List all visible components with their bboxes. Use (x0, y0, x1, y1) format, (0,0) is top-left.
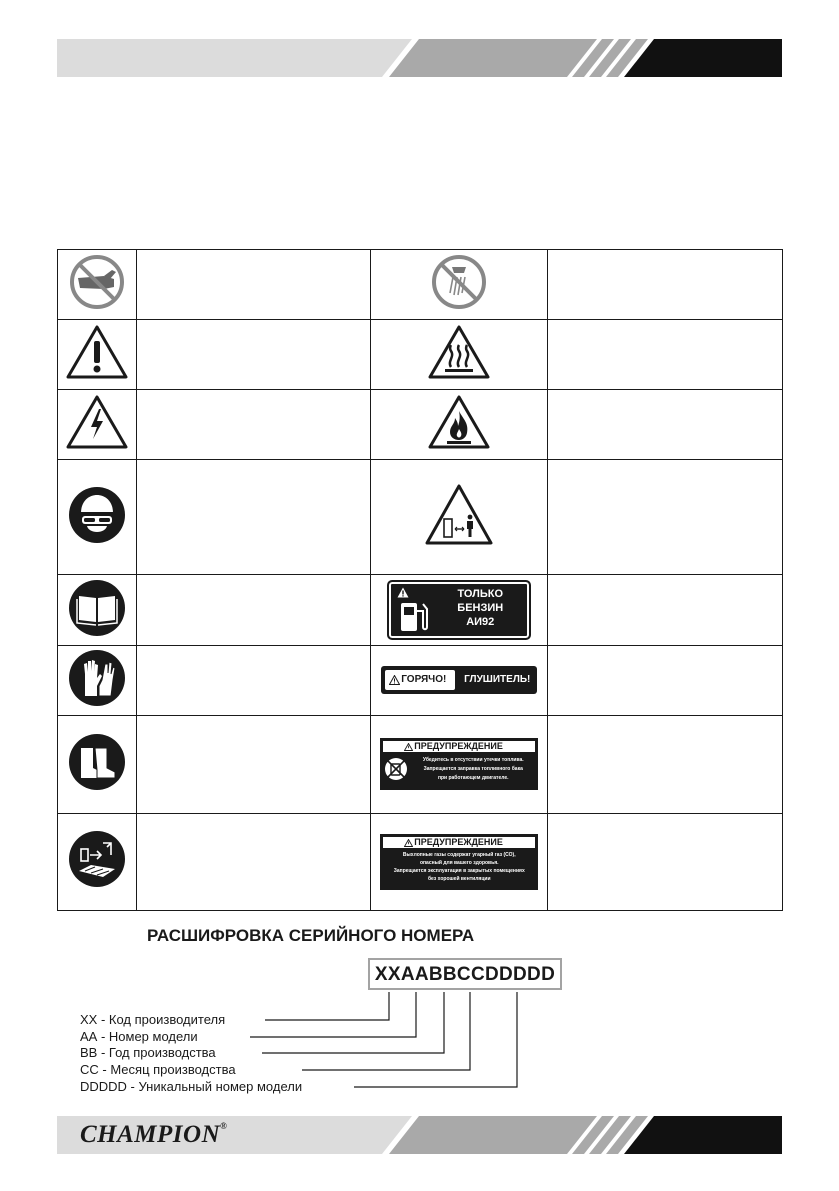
petrol-line-3: АИ92 (466, 616, 495, 628)
muffler-label: ГЛУШИТЕЛЬ! (464, 674, 531, 686)
serial-legend-item: СС - Месяц производства (80, 1062, 236, 1077)
leader-line (262, 992, 444, 1053)
leader-line (302, 992, 470, 1070)
leader-line (250, 992, 416, 1037)
hot-label: ГОРЯЧО! (401, 674, 447, 686)
serial-legend-item: АА - Номер модели (80, 1029, 198, 1044)
gas-warning-line-4: без хорошей вентиляции (427, 875, 491, 882)
gas-warning-line-3: Запрещается эксплуатация в закрытых помещениях (393, 867, 525, 874)
fuel-warning-line-2: Запрещается заправка топливного бака (423, 766, 523, 773)
petrol-line-2: БЕНЗИН (457, 602, 504, 614)
serial-heading: РАСШИФРОВКА СЕРИЙНОГО НОМЕРА (147, 926, 475, 945)
serial-legend-item: ВВ - Год производства (80, 1045, 216, 1060)
brand-name: CHAMPION (80, 1121, 221, 1148)
gas-warning-title: ПРЕДУПРЕЖДЕНИЕ (414, 836, 503, 847)
fuel-warning-line-1: Убедитесь в отсутствии утечки топлива. (422, 757, 524, 764)
fuel-warning-title: ПРЕДУПРЕЖДЕНИЕ (414, 741, 503, 752)
petrol-line-1: ТОЛЬКО (457, 588, 504, 600)
leader-line (265, 992, 389, 1020)
gas-warning-line-1: Выхлопные газы содержат угарный газ (СО), (402, 851, 516, 858)
gas-warning-line-2: опасный для вашего здоровья. (419, 859, 499, 866)
champion-logo (80, 1121, 227, 1149)
registered-mark: ® (220, 1121, 228, 1131)
serial-legend-item: DDDDD - Уникальный номер модели (80, 1079, 303, 1094)
serial-legend-item: ХХ - Код производителя (80, 1012, 226, 1027)
leader-line (354, 992, 517, 1087)
fuel-warning-line-3: при работающем двигателе. (437, 775, 509, 782)
serial-code-box: XXAABBCCDDDDD (368, 958, 562, 990)
